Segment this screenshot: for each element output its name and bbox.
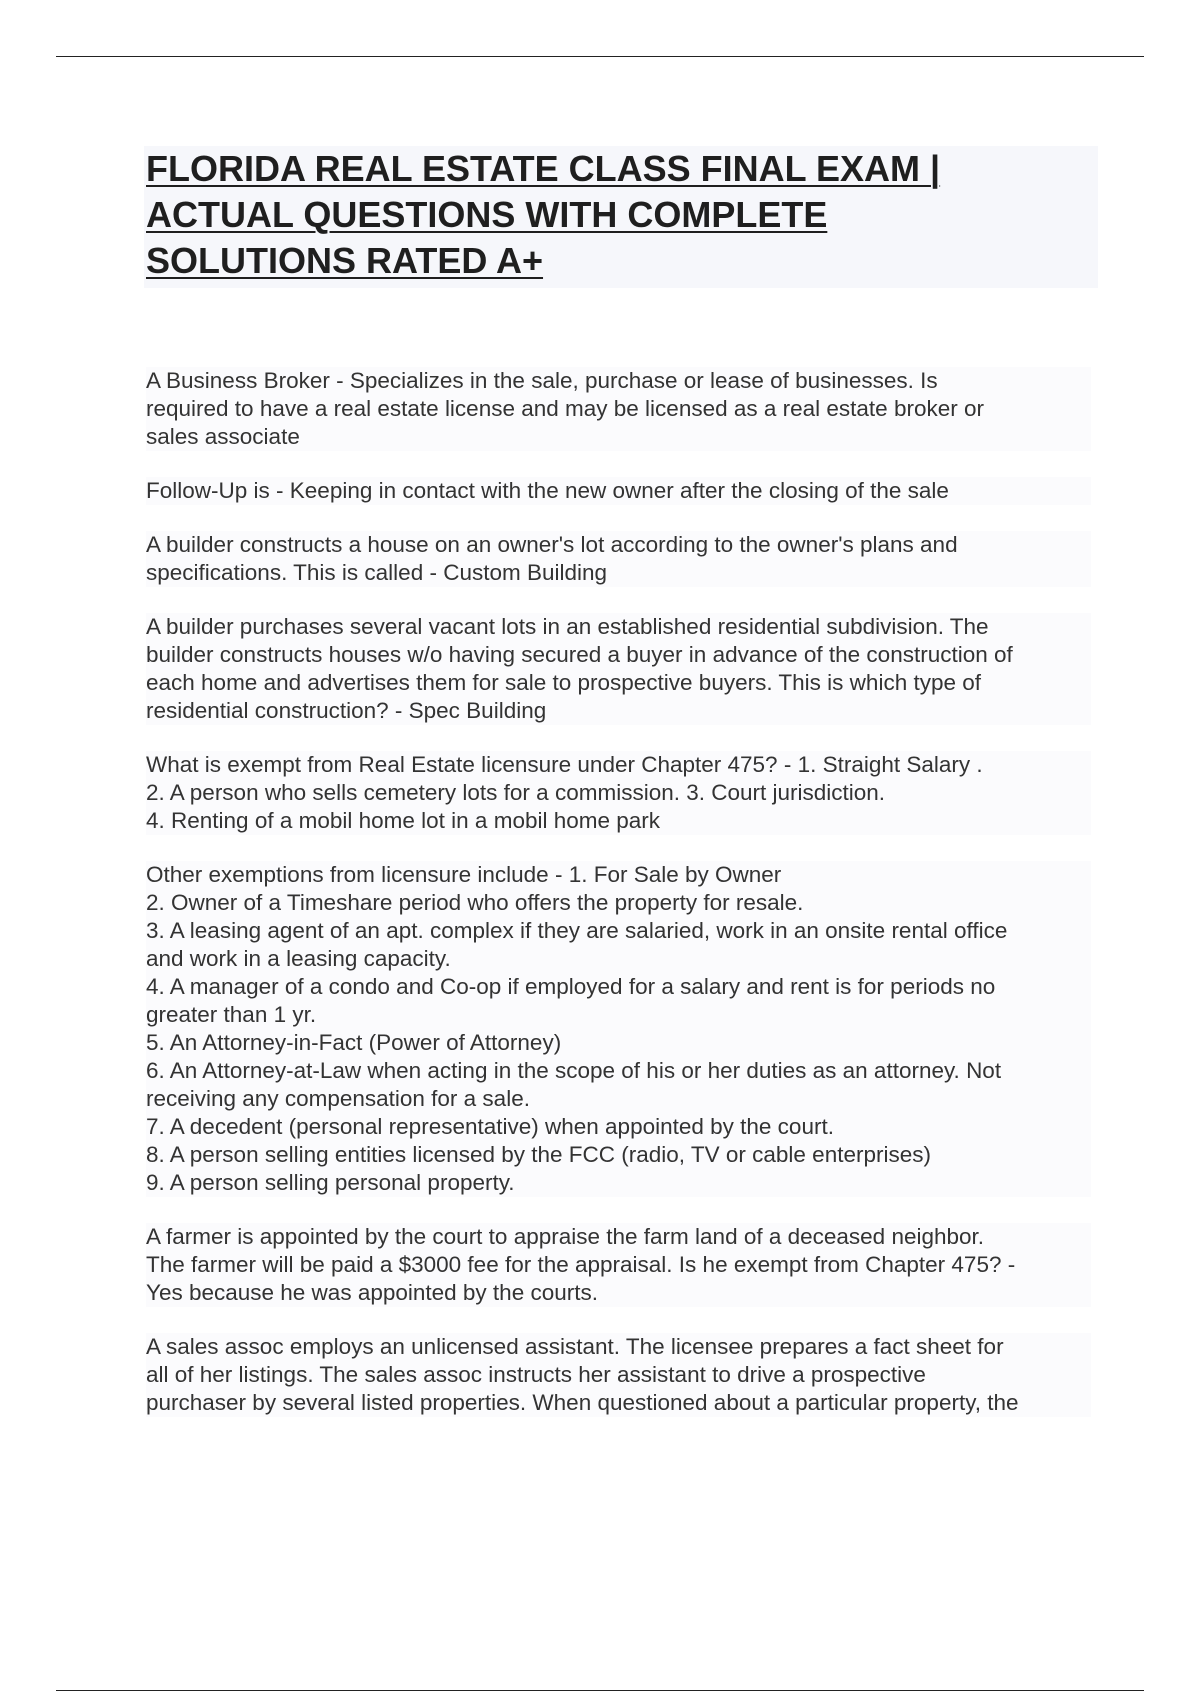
question-text: Other exemptions from licensure include xyxy=(146,862,549,887)
qa-list xyxy=(146,367,1091,1443)
answer-text: Yes because he was appointed by the courts. xyxy=(146,1280,598,1305)
answer-text: Keeping in contact with the new owner after the closing of the sale xyxy=(289,478,949,503)
answer-text: 1. For Sale by Owner 2. Owner of a Timeshare period who offers the property for resale. 3. A leasing agent of an apt. complex if they are salaried, work in an onsite rental office and work in a leasing capacity. 4. A manager of a condo and Co-op if employed for a salary and rent is for periods no greater than 1 yr. 5. An Attorney-in-Fact (Power of Attorney) 6. An Attorney-at-Law when acting in the scope of his or her duties as an attorney. Not receiving any compensation for a sale. 7. A decedent (personal representative) when appointed by the court. 8. A person selling entities licensed by the FCC (radio, TV or cable enterprises) 9. A person selling personal property. xyxy=(146,862,1008,1195)
separator: - xyxy=(329,368,350,393)
answer-text: 1. Straight Salary . 2. A person who sells cemetery lots for a commission. 3. Court jurisdiction. 4. Renting of a mobil home lot in a mobil home park xyxy=(146,752,983,833)
separator: - xyxy=(423,560,444,585)
qa-item xyxy=(146,613,1091,725)
qa-item xyxy=(146,861,1091,1197)
document-title: FLORIDA REAL ESTATE CLASS FINAL EXAM | ACTUAL QUESTIONS WITH COMPLETE SOLUTIONS RATED A+ xyxy=(146,148,941,281)
answer-text: Spec Building xyxy=(408,698,547,723)
qa-item xyxy=(146,1333,1091,1417)
answer-text: Custom Building xyxy=(443,560,608,585)
question-text: What is exempt from Real Estate licensure under Chapter 475? xyxy=(146,752,778,777)
question-text: Follow-Up is xyxy=(146,478,270,503)
question-text: A sales assoc employs an unlicensed assistant. The licensee prepares a fact sheet for all of her listings. The sales assoc instructs her assistant to drive a prospective purchaser by several listed properties. When questioned about a particular property, the xyxy=(146,1334,1019,1415)
qa-item xyxy=(146,751,1091,835)
qa-item xyxy=(146,367,1091,451)
separator: - xyxy=(269,478,290,503)
qa-item xyxy=(146,531,1091,587)
title-block xyxy=(144,146,1098,288)
question-text: A builder purchases several vacant lots in an established residential subdivision. The builder constructs houses w/o having secured a buyer in advance of the construction of each home and advertises them for sale to prospective buyers. This is which type of residential construction? xyxy=(146,614,1013,723)
qa-item xyxy=(146,1223,1091,1307)
separator: - xyxy=(388,698,409,723)
header-rule xyxy=(56,56,1144,57)
answer-text: Specializes in the sale, purchase or lease of businesses. Is required to have a real estate license and may be licensed as a real estate broker or sales associate xyxy=(146,368,984,449)
question-text: A Business Broker xyxy=(146,368,330,393)
question-text: A farmer is appointed by the court to appraise the farm land of a deceased neighbor. The farmer will be paid a $3000 fee for the appraisal. Is he exempt from Chapter 475? xyxy=(146,1224,1002,1277)
separator: - xyxy=(1001,1252,1016,1277)
separator: - xyxy=(548,862,569,887)
separator: - xyxy=(777,752,798,777)
footer-rule xyxy=(56,1690,1144,1691)
qa-item xyxy=(146,477,1091,505)
question-text: A builder constructs a house on an owner's lot according to the owner's plans and specifications. This is called xyxy=(146,532,958,585)
